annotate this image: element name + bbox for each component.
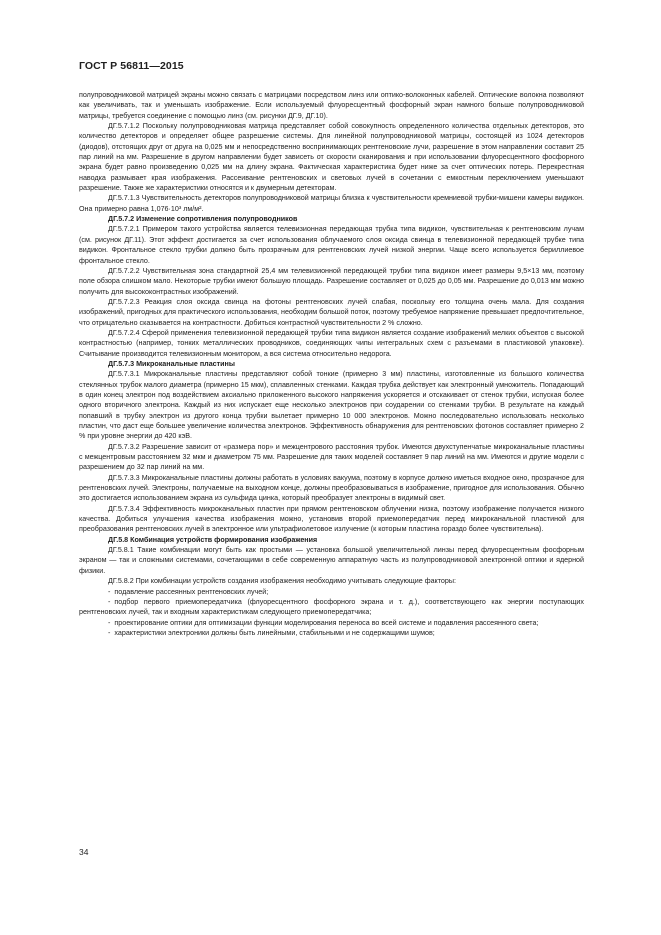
paragraph: ДГ.5.7.3.1 Микроканальные пластины представляют собой тонкие (примерно 3 мм) пластины, изготовленные из большого количества стеклянных трубок малого диаметра (примерно 15 мкм), сплавленных стенками. Каждая трубка действует как электронный умножитель. Попадающий в один конец электрон под воздействием аксиально приложенного высокого напряжения ускоряется и отскакивает от стенок трубки, испуская более одного вторичного электрона. Каждый из них испускает еще несколько электронов при соударении со стенками трубки. В результате на каждый попавший в трубку электрон из другого конца трубки вылетает примерно 10 000 электронов. Можно последовательно использовать несколько пластин, что даст еще большее увеличение количества электронов. Эффективность обнаружения для рентгеновских фотонов составляет примерно 2 % при уровне энергии до 420 кэВ.	[79, 370, 584, 441]
list-item	[79, 628, 584, 638]
list-item-text: подбор первого приемопередатчика (флуоресцентного фосфорного экрана и т. д.), соответствующего как энергии поступающих рентгеновских лучей, так и входным характеристикам следующего приемопередатчика;	[79, 597, 584, 617]
paragraph: ДГ.5.7.1.3 Чувствительность детекторов полупроводниковой матрицы близка к чувствительности кремниевой трубки-мишени камеры видикон. Она примерно равна 1,076·10³ лм/м².	[79, 194, 584, 213]
list-item-text: проектирование оптики для оптимизации функции моделирования переноса во всей системе и подавления рассеянного света;	[114, 618, 539, 627]
paragraph: ДГ.5.7.1.2 Поскольку полупроводниковая матрица представляет собой совокупность определенного количества отдельных детекторов, это количество детекторов и определяет общее разрешение системы. Для линейной полупроводниковой матрицы, состоящей из 1024 детекторов (диодов), отстоящих друг от друга на 0,025 мм и непосредственно воспринимающих рентгеновские лучи, разрешение в этом направлении составит 25 пар линий на мм. Разрешение в другом направлении будет зависеть от скорости сканирования и при использовании флуоресцентного фосфорного экрана будет равно произведению 0,025 мм на длину экрана. Фактическая характеристика будет ниже за счет оптических потерь. Перекрестная наводка размывает края изображения. Рассеивание рентгеновских и световых лучей в сочетании с емкостным переключением уменьшают разрешение. Также же характеристики относятся и к двумерным детекторам.	[79, 122, 584, 193]
section-heading: ДГ.5.7.3 Микроканальные пластины	[108, 359, 235, 368]
list-dash: -	[108, 597, 111, 606]
list-item	[79, 618, 584, 628]
list-item-text: характеристики электроники должны быть линейными, стабильными и не содержащими шумов;	[114, 628, 435, 637]
list-dash: -	[108, 587, 111, 596]
page-number: 34	[79, 847, 89, 857]
list-dash: -	[108, 618, 111, 627]
paragraph: ДГ.5.7.2.3 Реакция слоя оксида свинца на фотоны рентгеновских лучей слабая, поскольку его толщина очень мала. Для создания изображений, пригодных для практического использования, необходим большой поток, поэтому требуемое напряжение превышает предпочтительное, что отрицательно сказывается на контрастности. Добиться контрастной чувствительности 2 % сложно.	[79, 297, 584, 327]
paragraph: ДГ.5.8.2 При комбинации устройств создания изображения необходимо учитывать следующие факторы:	[108, 577, 456, 586]
paragraph: ДГ.5.7.2.4 Сферой применения телевизионной передающей трубки типа видикон является создание изображений мелких объектов с высокой контрастностью (например, тонких металлических проводников, соединяющих чипы интегральных схем с разъемами в пластиковой упаковке). Считывание производится телевизионным монитором, а вся система относительно недорога.	[79, 328, 584, 358]
paragraph: ДГ.5.7.3.3 Микроканальные пластины должны работать в условиях вакуума, поэтому в корпусе должно иметься входное окно, прозрачное для рентгеновских лучей. Электроны, получаемые на выходном конце, должны преобразовываться в изображение, пригодное для использования. Обычно это достигается использованием экрана из сульфида цинка, который преобразует электроны в видимый свет.	[79, 473, 584, 503]
paragraph: ДГ.5.7.2.2 Чувствительная зона стандартной 25,4 мм телевизионной передающей трубки типа видикон имеет размеры 9,5×13 мм, поэтому поле обзора слишком мало. Некоторые трубки имеют большую площадь. Разрешение составляет от 0,025 до 0,05 мм. Разрешение до 0,013 мм можно получить для высококонтрастных изображений.	[79, 266, 584, 296]
paragraph: ДГ.5.8.1 Такие комбинации могут быть как простыми — установка большой увеличительной линзы перед флуоресцентным фосфорным экраном — так и сложными системами, сочетающими в себе современную аппаратную часть из полупроводниковой электронной оптики и ядерной физики.	[79, 546, 584, 575]
paragraph: полупроводниковой матрицей экраны можно связать с матрицами посредством линз или оптико-волоконных кабелей. Оптические волокна позволяют как увеличивать, так и уменьшать изображение. Если используемый флуоресцентный фосфорный экран намного больше полупроводниковой матрицы, требуется соединение с помощью линз (см. рисунки ДГ.9, ДГ.10).	[79, 91, 584, 120]
paragraph: ДГ.5.7.3.4 Эффективность микроканальных пластин при прямом рентгеновском облучении низка, поэтому изображение получается низкого качества. Добиться улучшения качества изображения можно, установив второй приемопередатчик перед микроканальной пластиной для преобразования рентгеновских лучей в электронное или ультрафиолетовое излучение (к которым пластина гораздо более чувствительна).	[79, 504, 584, 534]
list-item	[79, 597, 584, 618]
list-dash: -	[108, 628, 111, 637]
list-item-text: подавление рассеянных рентгеновских лучей;	[114, 587, 269, 596]
section-heading: ДГ.5.8 Комбинация устройств формирования изображения	[108, 535, 318, 544]
paragraph: ДГ.5.7.2.1 Примером такого устройства является телевизионная передающая трубка типа видикон, чувствительная к рентгеновским лучам (см. рисунок ДГ.11). Этот эффект достигается за счет использования облучаемого слоя оксида свинца в телевизионной передающей трубке типа видикон. Фронтальное стекло трубки должно быть прозрачным для рентгеновских лучей низкой энергии. Чаще всего используется бериллиевое фронтальное стекло.	[79, 225, 584, 265]
paragraph: ДГ.5.7.3.2 Разрешение зависит от «размера пор» и межцентрового расстояния трубок. Имеются двухступенчатые микроканальные пластины с межцентровым расстоянием 32 мкм и диаметром 75 мм. Разрешение для таких моделей составляет 9 пар линий на мм. Имеются и другие модели с разрешением до 32 пар линий на мм.	[79, 442, 584, 472]
list-item	[79, 587, 584, 597]
document-body	[79, 90, 584, 638]
document-header: ГОСТ Р 56811—2015	[79, 60, 184, 72]
section-heading: ДГ.5.7.2 Изменение сопротивления полупроводников	[108, 215, 298, 224]
